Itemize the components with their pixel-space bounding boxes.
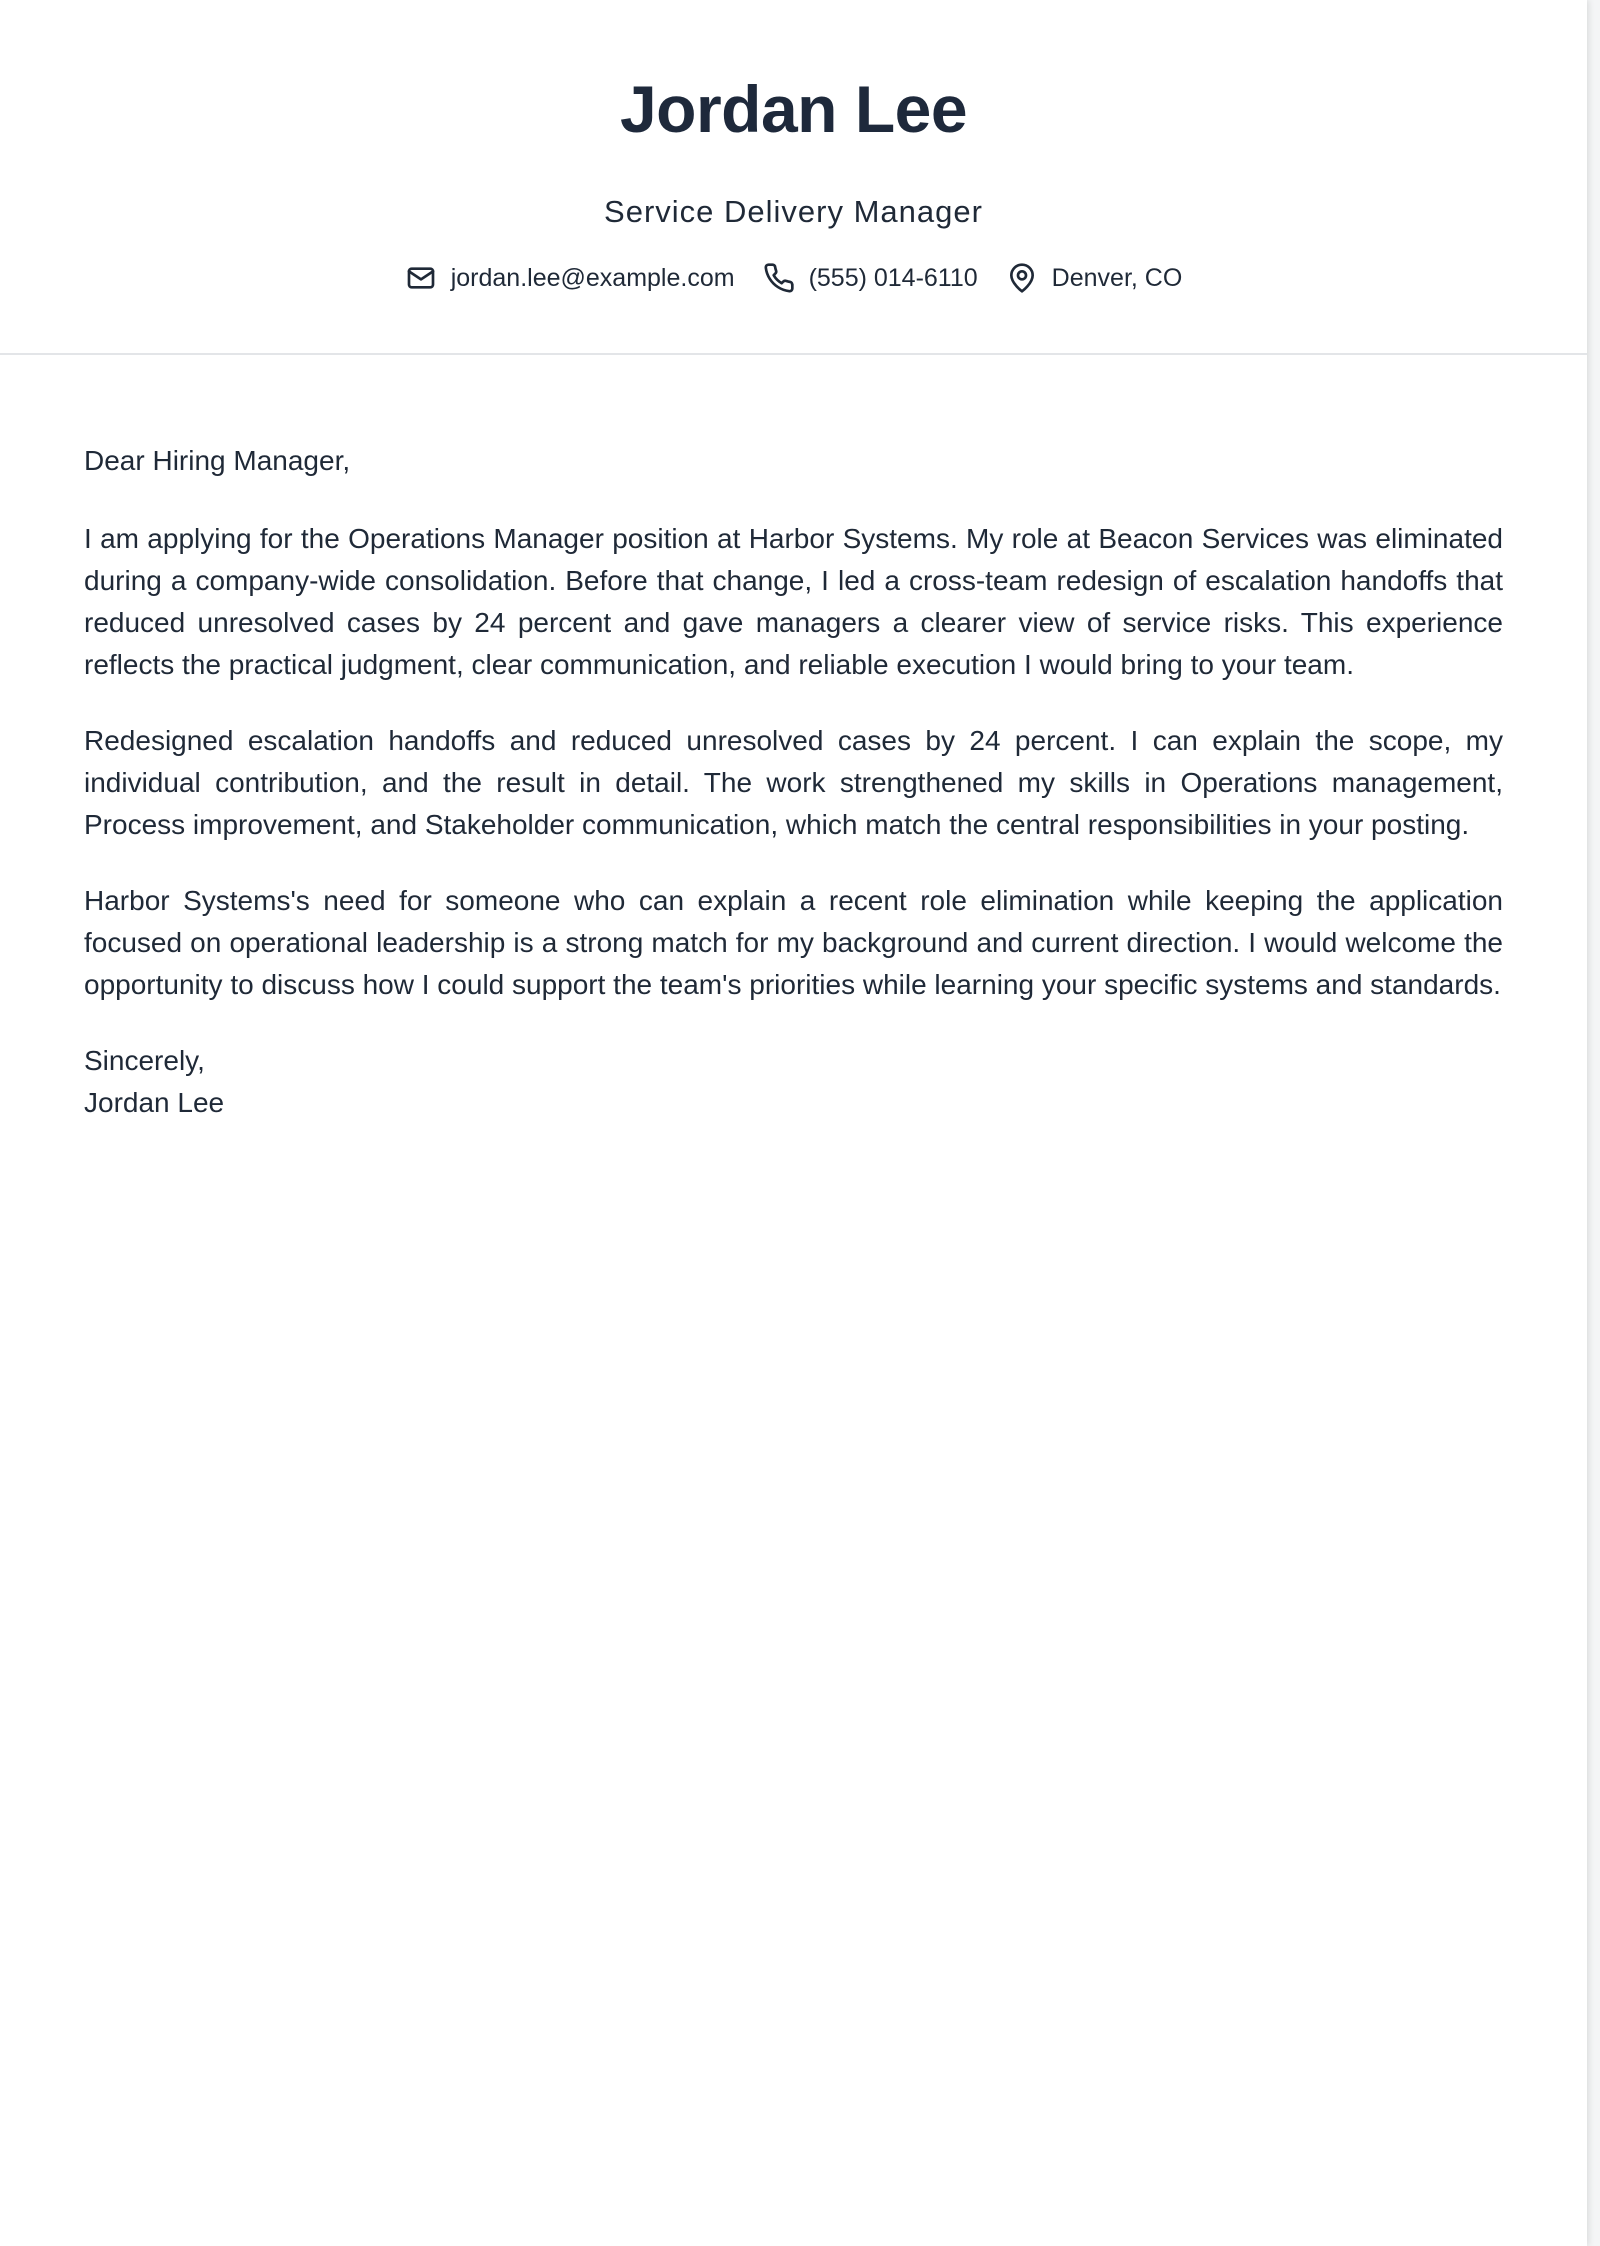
contact-email [405, 262, 735, 294]
closing: Sincerely, [84, 1045, 205, 1076]
contact-phone [763, 262, 978, 294]
letter-header [0, 0, 1587, 355]
applicant-title: Service Delivery Manager [604, 194, 983, 229]
phone-text: (555) 014-6110 [808, 263, 978, 292]
contact-location [1006, 262, 1183, 294]
paragraph-2: Redesigned escalation handoffs and reduced unresolved cases by 24 percent. I can explain the scope, my individual contribution, and the result in detail. The work strengthened my skills in Operations management, Process improvement, and Stakeholder communication, which match the central responsibilities in your posting. [84, 725, 1503, 840]
paragraph-1: I am applying for the Operations Manager position at Harbor Systems. My role at Beacon Services was eliminated during a company-wide consolidation. Before that change, I led a cross-team redesign of escalation handoffs that reduced unresolved cases by 24 percent and gave managers a clearer view of service risks. This experience reflects the practical judgment, clear communication, and reliable execution I would bring to your team. [84, 523, 1503, 680]
paragraph-3: Harbor Systems's need for someone who can explain a recent role elimination while keeping the application focused on operational leadership is a strong match for my background and current direction. I would welcome the opportunity to discuss how I could support the team's priorities while learning your specific systems and standards. [84, 885, 1503, 1000]
phone-icon [763, 262, 795, 294]
applicant-name: Jordan Lee [619, 72, 968, 146]
email-text: jordan.lee@example.com [450, 263, 735, 292]
location-text: Denver, CO [1051, 263, 1183, 292]
mail-icon [405, 262, 437, 294]
salutation: Dear Hiring Manager, [84, 445, 351, 476]
contact-info [0, 262, 1587, 294]
signature: Jordan Lee [84, 1087, 225, 1118]
map-pin-icon [1006, 262, 1038, 294]
letter-body [0, 440, 1587, 1124]
